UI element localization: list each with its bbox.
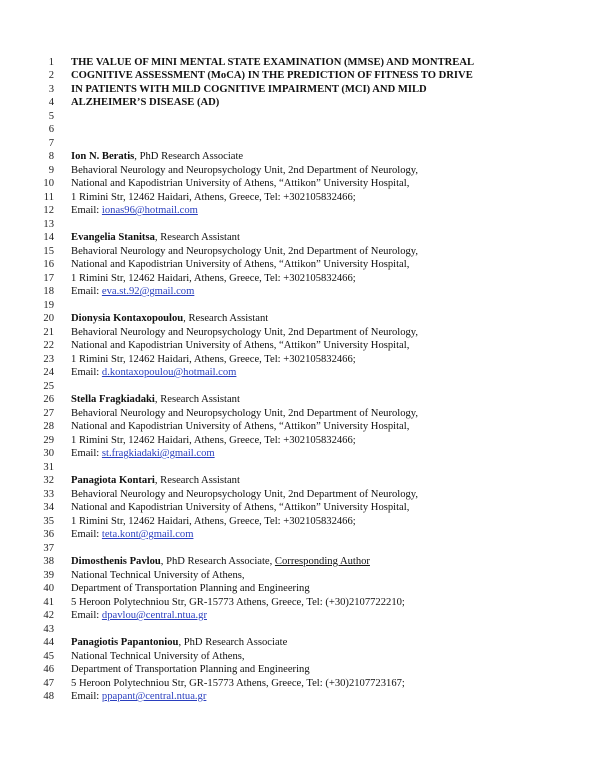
affiliation-line: Behavioral Neurology and Neuropsychology Unit, 2nd Department of Neurology, [71, 245, 419, 257]
line-number: 8 [48, 151, 54, 162]
line-number: 23 [43, 353, 54, 365]
manuscript-line [0, 312, 600, 326]
email-line [71, 204, 198, 218]
email-label: Email: [71, 286, 102, 297]
manuscript-line [0, 326, 600, 340]
manuscript-line [0, 245, 600, 259]
paper-title: COGNITIVE ASSESSMENT (MoCA) IN THE PREDICTION OF FITNESS TO DRIVE [71, 70, 473, 81]
manuscript-line [0, 420, 600, 434]
email-link[interactable]: d.kontaxopoulou@hotmail.com [101, 367, 237, 378]
author-name: Dionysia Kontaxopoulou [71, 313, 184, 324]
affiliation-line: National and Kapodistrian University of Athens, “Attikon” University Hospital, [71, 178, 410, 189]
line-number: 38 [43, 556, 54, 567]
manuscript-line [0, 164, 600, 178]
line-number: 40 [43, 583, 54, 594]
line-number: 33 [43, 488, 54, 500]
author-heading [71, 312, 268, 326]
affiliation-line: 1 Rimini Str, 12462 Haidari, Athens, Greece, Tel: +302105832466; [71, 515, 356, 527]
manuscript-line [0, 515, 600, 529]
manuscript-line [0, 488, 600, 502]
author-role: , PhD Research Associate [134, 151, 244, 162]
manuscript-line [0, 96, 600, 110]
line-number: 35 [43, 515, 54, 527]
manuscript-line [0, 690, 600, 704]
manuscript-line [0, 555, 600, 569]
affiliation-line: National and Kapodistrian University of Athens, “Attikon” University Hospital, [71, 340, 410, 351]
line-number: 42 [43, 610, 54, 621]
manuscript-line [0, 83, 600, 97]
author-role: , Research Assistant [154, 475, 240, 486]
line-number: 13 [43, 218, 54, 230]
author-role: , Research Assistant [183, 313, 269, 324]
author-heading [71, 474, 240, 488]
author-role: , PhD Research Associate, [160, 556, 275, 567]
line-number: 14 [43, 232, 54, 243]
email-link[interactable]: ppapant@central.ntua.gr [101, 691, 207, 702]
manuscript-line [0, 218, 600, 232]
author-role: , Research Assistant [154, 394, 240, 405]
manuscript-line [0, 461, 600, 475]
affiliation-line: National and Kapodistrian University of Athens, “Attikon” University Hospital, [71, 259, 410, 270]
line-number: 6 [48, 124, 54, 135]
manuscript-line [0, 299, 600, 313]
line-number: 31 [43, 461, 54, 473]
line-number: 11 [43, 191, 54, 203]
line-number: 24 [43, 367, 54, 378]
email-line [71, 609, 207, 623]
affiliation-line: Behavioral Neurology and Neuropsychology Unit, 2nd Department of Neurology, [71, 164, 419, 176]
manuscript-line [0, 69, 600, 83]
manuscript-line [0, 393, 600, 407]
manuscript-line [0, 474, 600, 488]
manuscript-line [0, 636, 600, 650]
line-number: 4 [48, 97, 54, 108]
line-number: 47 [43, 677, 54, 689]
line-number: 22 [43, 340, 54, 351]
line-number: 2 [48, 70, 54, 81]
manuscript-line [0, 366, 600, 380]
manuscript-line [0, 501, 600, 515]
line-number: 37 [43, 542, 54, 554]
author-name: Panagiota Kontari [71, 475, 155, 486]
author-name: Dimosthenis Pavlou [71, 556, 161, 567]
email-link[interactable]: eva.st.92@gmail.com [101, 286, 195, 297]
manuscript-line [0, 596, 600, 610]
line-number: 18 [43, 286, 54, 297]
manuscript-line [0, 677, 600, 691]
manuscript-line [0, 191, 600, 205]
line-number: 43 [43, 623, 54, 635]
line-number: 44 [43, 637, 54, 648]
paper-title: THE VALUE OF MINI MENTAL STATE EXAMINATION (MMSE) AND MONTREAL [71, 56, 475, 68]
manuscript-line [0, 110, 600, 124]
line-number: 29 [43, 434, 54, 446]
manuscript-line [0, 434, 600, 448]
manuscript-line [0, 569, 600, 583]
line-number: 21 [43, 326, 54, 338]
email-label: Email: [71, 448, 102, 459]
line-number: 20 [43, 313, 54, 324]
manuscript-line [0, 56, 600, 70]
manuscript-line [0, 380, 600, 394]
manuscript-line [0, 542, 600, 556]
line-number: 30 [43, 448, 54, 459]
manuscript-line [0, 204, 600, 218]
line-number: 39 [43, 569, 54, 581]
manuscript-line [0, 407, 600, 421]
affiliation-line: Behavioral Neurology and Neuropsychology Unit, 2nd Department of Neurology, [71, 326, 419, 338]
manuscript-line [0, 123, 600, 137]
email-label: Email: [71, 367, 102, 378]
manuscript-line [0, 272, 600, 286]
author-name: Ion N. Beratis [71, 151, 135, 162]
affiliation-line: National Technical University of Athens, [71, 650, 245, 662]
affiliation-line: Behavioral Neurology and Neuropsychology Unit, 2nd Department of Neurology, [71, 407, 419, 419]
manuscript-line [0, 650, 600, 664]
manuscript-line [0, 663, 600, 677]
manuscript-line [0, 150, 600, 164]
email-label: Email: [71, 205, 102, 216]
author-role: , Research Assistant [154, 232, 240, 243]
line-number: 17 [43, 272, 54, 284]
corresponding-author-label: Corresponding Author [274, 556, 370, 567]
email-link[interactable]: teta.kont@gmail.com [101, 529, 194, 540]
affiliation-line: 5 Heroon Polytechniou Str, GR-15773 Athens, Greece, Tel: (+30)2107723167; [71, 677, 405, 689]
line-number: 34 [43, 502, 54, 513]
manuscript-line [0, 285, 600, 299]
manuscript-line [0, 528, 600, 542]
manuscript-line [0, 231, 600, 245]
manuscript-line [0, 353, 600, 367]
line-number: 1 [48, 56, 54, 68]
affiliation-line: 1 Rimini Str, 12462 Haidari, Athens, Greece, Tel: +302105832466; [71, 272, 356, 284]
manuscript-line [0, 339, 600, 353]
email-label: Email: [71, 691, 102, 702]
line-number: 7 [48, 137, 54, 149]
line-number: 16 [43, 259, 54, 270]
author-heading [71, 555, 370, 569]
email-line [71, 690, 206, 704]
author-role: , PhD Research Associate [178, 637, 288, 648]
author-heading [71, 393, 240, 407]
line-number: 15 [43, 245, 54, 257]
line-number: 48 [43, 691, 54, 702]
line-number: 41 [43, 596, 54, 608]
email-link[interactable]: ionas96@hotmail.com [101, 205, 198, 216]
email-label: Email: [71, 610, 102, 621]
line-number: 45 [43, 650, 54, 662]
paper-title: IN PATIENTS WITH MILD COGNITIVE IMPAIRMENT (MCI) AND MILD [71, 83, 427, 95]
author-heading [71, 231, 240, 245]
affiliation-line: Behavioral Neurology and Neuropsychology Unit, 2nd Department of Neurology, [71, 488, 419, 500]
email-line [71, 366, 236, 380]
line-number: 5 [48, 110, 54, 122]
paper-title: ALZHEIMER’S DISEASE (AD) [71, 97, 220, 108]
line-number: 26 [43, 394, 54, 405]
line-number: 3 [48, 83, 54, 95]
manuscript-line [0, 258, 600, 272]
manuscript-line [0, 447, 600, 461]
line-number: 19 [43, 299, 54, 311]
manuscript-line [0, 609, 600, 623]
line-number: 27 [43, 407, 54, 419]
email-link[interactable]: dpavlou@central.ntua.gr [101, 610, 207, 621]
manuscript-line [0, 623, 600, 637]
affiliation-line: Department of Transportation Planning and Engineering [71, 664, 310, 675]
line-number: 32 [43, 475, 54, 486]
affiliation-line: National Technical University of Athens, [71, 569, 245, 581]
email-line [71, 285, 194, 299]
affiliation-line: 1 Rimini Str, 12462 Haidari, Athens, Greece, Tel: +302105832466; [71, 434, 356, 446]
line-number: 46 [43, 664, 54, 675]
line-number: 36 [43, 529, 54, 540]
author-name: Panagiotis Papantoniou [71, 637, 179, 648]
line-number: 12 [43, 205, 54, 216]
email-line [71, 447, 215, 461]
line-number: 28 [43, 421, 54, 432]
manuscript-line [0, 582, 600, 596]
author-heading [71, 150, 243, 164]
affiliation-line: 1 Rimini Str, 12462 Haidari, Athens, Greece, Tel: +302105832466; [71, 353, 356, 365]
author-heading [71, 636, 287, 650]
email-label: Email: [71, 529, 102, 540]
affiliation-line: National and Kapodistrian University of Athens, “Attikon” University Hospital, [71, 421, 410, 432]
line-number: 25 [43, 380, 54, 392]
email-line [71, 528, 193, 542]
line-number: 9 [48, 164, 54, 176]
author-name: Evangelia Stanitsa [71, 232, 155, 243]
author-name: Stella Fragkiadaki [71, 394, 155, 405]
affiliation-line: 5 Heroon Polytechniou Str, GR-15773 Athens, Greece, Tel: (+30)2107722210; [71, 596, 405, 608]
affiliation-line: 1 Rimini Str, 12462 Haidari, Athens, Greece, Tel: +302105832466; [71, 191, 356, 203]
manuscript-line [0, 177, 600, 191]
email-link[interactable]: st.fragkiadaki@gmail.com [101, 448, 215, 459]
affiliation-line: Department of Transportation Planning and Engineering [71, 583, 310, 594]
affiliation-line: National and Kapodistrian University of Athens, “Attikon” University Hospital, [71, 502, 410, 513]
line-number: 10 [43, 178, 54, 189]
manuscript-line [0, 137, 600, 151]
